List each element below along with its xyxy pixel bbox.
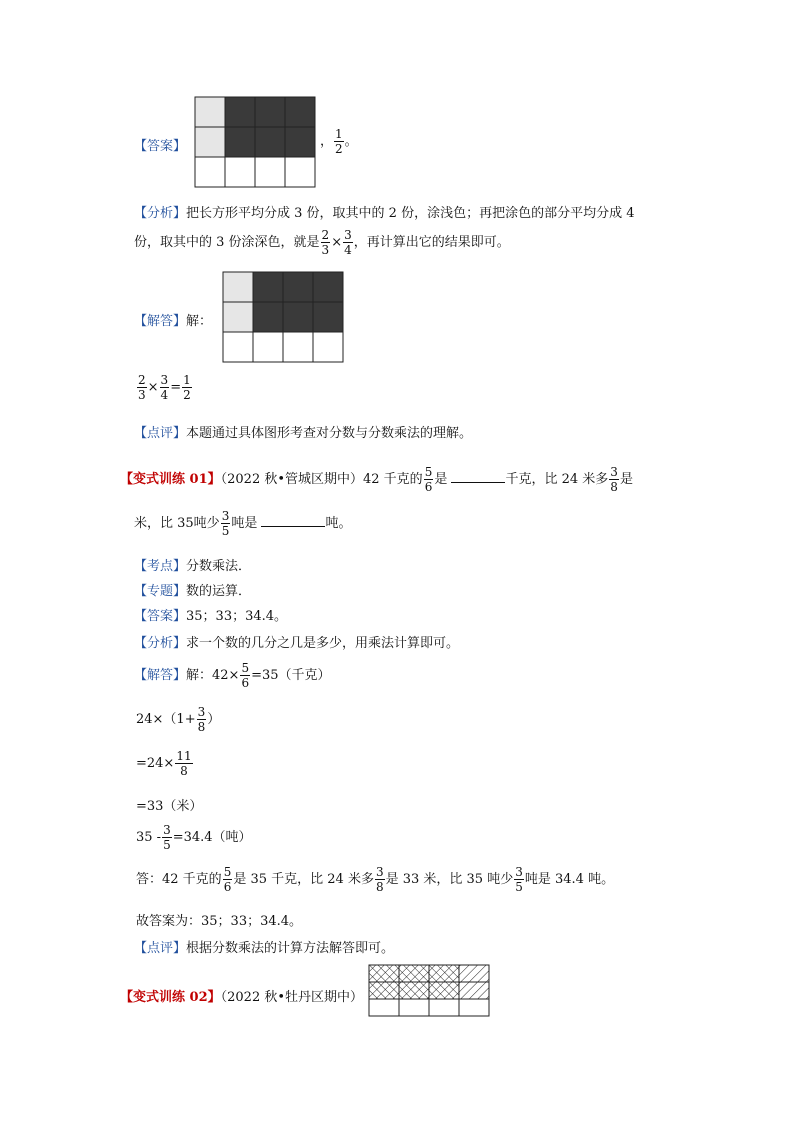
- answer-label: 【答案】: [134, 139, 187, 154]
- answer-fraction: $\frac{1}{2}$: [335, 127, 343, 156]
- exercise-02-hatched-grid: [368, 964, 492, 1018]
- solution-line: 【解答】解：: [134, 314, 213, 329]
- comment-line: 【点评】本题通过具体图形考查对分数与分数乘法的理解。: [134, 426, 473, 441]
- ex01-analysis-line: 【分析】求一个数的几分之几是多少，用乘法计算即可。: [134, 636, 460, 651]
- solution-grid-figure: [222, 271, 346, 363]
- topic-line: 【专题】数的运算．: [134, 584, 252, 599]
- answer-grid-figure: [194, 96, 318, 188]
- analysis-line-1: 【分析】把长方形平均分成 3 份，取其中的 2 份，涂浅色；再把涂色的部分平均分成 4: [134, 206, 635, 221]
- ex01-solution-line: 【解答】解：42× $\frac{5}{6}$ =35（千克）: [134, 661, 331, 690]
- exercise-01-line-1: 【变式训练 01】（2022 秋•管城区期中）42 千克的 $\frac{5}{6}$ 是 千克，比 24 米多 $\frac{3}{8}$ 是: [120, 465, 633, 494]
- ex01-step-4: 35 - $\frac{3}{5}$ =34.4（吨）: [136, 823, 252, 852]
- exercise-01-line-2: 米，比 35吨少 $\frac{3}{5}$ 吨是 吨。: [134, 509, 352, 538]
- answer-line: [134, 135, 186, 154]
- ex01-answer-line: 【答案】35；33；34.4。: [134, 609, 288, 624]
- answer-value: ， $\frac{1}{2}$ 。: [320, 127, 358, 156]
- ex01-step-3: =33（米）: [136, 799, 203, 814]
- ex01-final-answer: 故答案为：35；33；34.4。: [136, 914, 303, 929]
- exercise-01-tag: 【变式训练 01】: [120, 472, 221, 487]
- solution-calculation: $\frac{2}{3}$ × $\frac{3}{4}$ = $\frac{1}{2}$: [138, 373, 191, 402]
- ex01-step-1: 24×（1+ $\frac{3}{8}$ ）: [136, 705, 221, 734]
- knowledge-line: 【考点】分数乘法．: [134, 559, 252, 574]
- ex01-step-2: =24× $\frac{11}{8}$: [136, 749, 192, 778]
- blank-2[interactable]: [261, 526, 325, 527]
- blank-1[interactable]: [451, 482, 505, 483]
- analysis-line-2: 份，取其中的 3 份涂深色，就是 $\frac{2}{3}$ × $\frac{3}{4}$ ，再计算出它的结果即可。: [134, 228, 510, 257]
- ex01-answer-sentence: 答：42 千克的 $\frac{5}{6}$ 是 35 千克，比 24 米多 $\frac{3}{8}$ 是 33 米，比 35 吨少 $\frac{3}{5}$ 吨是 34.4 吨。: [136, 865, 615, 894]
- exercise-02-tag: 【变式训练 02】: [120, 990, 221, 1005]
- ex01-comment-line: 【点评】根据分数乘法的计算方法解答即可。: [134, 941, 395, 956]
- exercise-02-line: 【变式训练 02】（2022 秋•牡丹区期中）: [120, 990, 364, 1005]
